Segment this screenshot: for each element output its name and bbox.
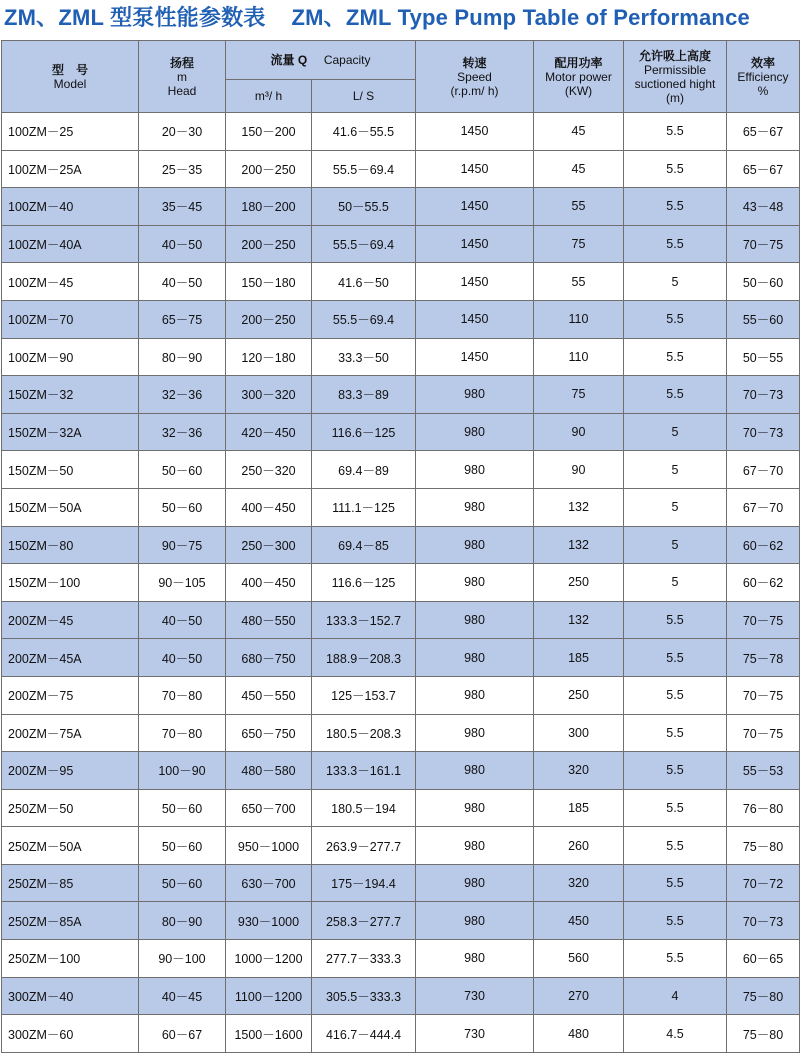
cell-model: 300ZM－60 xyxy=(2,1015,139,1053)
cell-power: 250 xyxy=(534,564,624,602)
cell-model: 200ZM－45A xyxy=(2,639,139,677)
cell-capacity-ls: 277.7－333.3 xyxy=(312,940,416,978)
cell-suction: 5 xyxy=(624,451,727,489)
cell-suction: 4 xyxy=(624,977,727,1015)
cell-power: 450 xyxy=(534,902,624,940)
cell-capacity-m3h: 930－1000 xyxy=(226,902,312,940)
cell-efficiency: 70－75 xyxy=(727,714,800,752)
cell-model: 250ZM－50 xyxy=(2,789,139,827)
cell-speed: 980 xyxy=(416,639,534,677)
cell-model: 100ZM－90 xyxy=(2,338,139,376)
table-row xyxy=(2,940,800,978)
cell-capacity-m3h: 680－750 xyxy=(226,639,312,677)
cell-speed: 980 xyxy=(416,526,534,564)
cell-model: 250ZM－85A xyxy=(2,902,139,940)
table-row xyxy=(2,827,800,865)
cell-head: 100－90 xyxy=(139,752,226,790)
header-suction: 允许吸上高度 Permissible suctioned hight (m) xyxy=(624,41,727,113)
cell-capacity-ls: 69.4－85 xyxy=(312,526,416,564)
cell-capacity-ls: 116.6－125 xyxy=(312,564,416,602)
cell-suction: 5.5 xyxy=(624,864,727,902)
cell-model: 200ZM－75A xyxy=(2,714,139,752)
cell-power: 480 xyxy=(534,1015,624,1053)
table-row xyxy=(2,113,800,151)
header-capacity-ls: L/ S xyxy=(312,80,416,113)
cell-suction: 5.5 xyxy=(624,902,727,940)
performance-table xyxy=(1,40,800,1053)
cell-head: 80－90 xyxy=(139,902,226,940)
cell-speed: 1450 xyxy=(416,225,534,263)
header-model: 型 号 Model xyxy=(2,41,139,113)
cell-efficiency: 70－73 xyxy=(727,413,800,451)
cell-capacity-ls: 116.6－125 xyxy=(312,413,416,451)
cell-efficiency: 67－70 xyxy=(727,488,800,526)
cell-head: 40－50 xyxy=(139,263,226,301)
cell-speed: 980 xyxy=(416,488,534,526)
cell-head: 80－90 xyxy=(139,338,226,376)
cell-capacity-ls: 175－194.4 xyxy=(312,864,416,902)
cell-capacity-m3h: 400－450 xyxy=(226,564,312,602)
cell-model: 150ZM－80 xyxy=(2,526,139,564)
cell-capacity-ls: 50－55.5 xyxy=(312,188,416,226)
cell-capacity-m3h: 200－250 xyxy=(226,300,312,338)
cell-speed: 980 xyxy=(416,864,534,902)
cell-capacity-ls: 188.9－208.3 xyxy=(312,639,416,677)
cell-speed: 730 xyxy=(416,1015,534,1053)
cell-suction: 5 xyxy=(624,413,727,451)
cell-efficiency: 70－73 xyxy=(727,376,800,414)
cell-efficiency: 76－80 xyxy=(727,789,800,827)
table-row xyxy=(2,188,800,226)
cell-efficiency: 75－80 xyxy=(727,977,800,1015)
cell-capacity-ls: 263.9－277.7 xyxy=(312,827,416,865)
cell-capacity-ls: 55.5－69.4 xyxy=(312,225,416,263)
cell-head: 32－36 xyxy=(139,413,226,451)
cell-capacity-ls: 180.5－194 xyxy=(312,789,416,827)
cell-efficiency: 75－80 xyxy=(727,827,800,865)
cell-head: 60－67 xyxy=(139,1015,226,1053)
cell-model: 200ZM－45 xyxy=(2,601,139,639)
header-speed: 转速 Speed (r.p.m/ h) xyxy=(416,41,534,113)
cell-model: 300ZM－40 xyxy=(2,977,139,1015)
cell-capacity-ls: 305.5－333.3 xyxy=(312,977,416,1015)
cell-suction: 5.5 xyxy=(624,376,727,414)
cell-efficiency: 55－53 xyxy=(727,752,800,790)
table-row xyxy=(2,526,800,564)
cell-efficiency: 70－73 xyxy=(727,902,800,940)
cell-suction: 5.5 xyxy=(624,300,727,338)
cell-capacity-ls: 55.5－69.4 xyxy=(312,300,416,338)
cell-capacity-m3h: 180－200 xyxy=(226,188,312,226)
cell-capacity-m3h: 400－450 xyxy=(226,488,312,526)
table-row xyxy=(2,676,800,714)
cell-suction: 5.5 xyxy=(624,676,727,714)
cell-head: 40－50 xyxy=(139,639,226,677)
table-body xyxy=(2,113,800,1053)
cell-head: 20－30 xyxy=(139,113,226,151)
cell-head: 70－80 xyxy=(139,714,226,752)
cell-head: 50－60 xyxy=(139,451,226,489)
cell-efficiency: 70－72 xyxy=(727,864,800,902)
cell-efficiency: 75－80 xyxy=(727,1015,800,1053)
table-row xyxy=(2,225,800,263)
cell-speed: 980 xyxy=(416,451,534,489)
cell-capacity-m3h: 1100－1200 xyxy=(226,977,312,1015)
table-row xyxy=(2,300,800,338)
cell-power: 90 xyxy=(534,451,624,489)
cell-power: 270 xyxy=(534,977,624,1015)
cell-capacity-m3h: 480－580 xyxy=(226,752,312,790)
cell-power: 260 xyxy=(534,827,624,865)
cell-suction: 5.5 xyxy=(624,789,727,827)
cell-capacity-m3h: 950－1000 xyxy=(226,827,312,865)
cell-efficiency: 70－75 xyxy=(727,676,800,714)
cell-suction: 4.5 xyxy=(624,1015,727,1053)
cell-suction: 5 xyxy=(624,488,727,526)
title-en: ZM、ZML Type Pump Table of Performance xyxy=(291,5,750,30)
cell-suction: 5.5 xyxy=(624,113,727,151)
cell-head: 50－60 xyxy=(139,864,226,902)
table-row xyxy=(2,338,800,376)
cell-suction: 5.5 xyxy=(624,225,727,263)
cell-power: 45 xyxy=(534,150,624,188)
cell-efficiency: 60－65 xyxy=(727,940,800,978)
cell-model: 200ZM－95 xyxy=(2,752,139,790)
cell-speed: 1450 xyxy=(416,338,534,376)
table-row xyxy=(2,413,800,451)
cell-model: 250ZM－85 xyxy=(2,864,139,902)
cell-head: 32－36 xyxy=(139,376,226,414)
cell-head: 65－75 xyxy=(139,300,226,338)
cell-speed: 980 xyxy=(416,940,534,978)
cell-model: 100ZM－70 xyxy=(2,300,139,338)
cell-suction: 5 xyxy=(624,564,727,602)
cell-power: 185 xyxy=(534,789,624,827)
table-row xyxy=(2,1015,800,1053)
table-row xyxy=(2,488,800,526)
cell-power: 320 xyxy=(534,864,624,902)
cell-speed: 980 xyxy=(416,714,534,752)
cell-power: 110 xyxy=(534,300,624,338)
cell-suction: 5 xyxy=(624,526,727,564)
cell-capacity-m3h: 250－320 xyxy=(226,451,312,489)
cell-head: 50－60 xyxy=(139,789,226,827)
cell-power: 55 xyxy=(534,263,624,301)
title-cn: ZM、ZML 型泵性能参数表 xyxy=(4,5,266,30)
header-capacity: 流量 Q Capacity xyxy=(226,41,416,80)
cell-capacity-m3h: 480－550 xyxy=(226,601,312,639)
table-row xyxy=(2,714,800,752)
cell-capacity-m3h: 420－450 xyxy=(226,413,312,451)
table-header xyxy=(2,41,800,113)
table-row xyxy=(2,752,800,790)
table-row xyxy=(2,902,800,940)
cell-power: 90 xyxy=(534,413,624,451)
cell-power: 300 xyxy=(534,714,624,752)
cell-capacity-ls: 83.3－89 xyxy=(312,376,416,414)
cell-speed: 980 xyxy=(416,564,534,602)
cell-capacity-ls: 55.5－69.4 xyxy=(312,150,416,188)
cell-suction: 5.5 xyxy=(624,601,727,639)
cell-head: 90－105 xyxy=(139,564,226,602)
cell-capacity-ls: 258.3－277.7 xyxy=(312,902,416,940)
cell-model: 150ZM－100 xyxy=(2,564,139,602)
table-row xyxy=(2,263,800,301)
header-capacity-m3h: m³/ h xyxy=(226,80,312,113)
cell-speed: 1450 xyxy=(416,300,534,338)
cell-power: 560 xyxy=(534,940,624,978)
table-row xyxy=(2,977,800,1015)
cell-capacity-ls: 180.5－208.3 xyxy=(312,714,416,752)
cell-head: 90－75 xyxy=(139,526,226,564)
cell-model: 150ZM－50A xyxy=(2,488,139,526)
cell-head: 50－60 xyxy=(139,827,226,865)
cell-capacity-m3h: 300－320 xyxy=(226,376,312,414)
cell-efficiency: 50－60 xyxy=(727,263,800,301)
cell-model: 100ZM－45 xyxy=(2,263,139,301)
cell-capacity-m3h: 630－700 xyxy=(226,864,312,902)
cell-capacity-m3h: 200－250 xyxy=(226,150,312,188)
cell-speed: 980 xyxy=(416,902,534,940)
cell-efficiency: 75－78 xyxy=(727,639,800,677)
cell-power: 250 xyxy=(534,676,624,714)
table-row xyxy=(2,564,800,602)
cell-speed: 1450 xyxy=(416,113,534,151)
table-row xyxy=(2,789,800,827)
cell-head: 50－60 xyxy=(139,488,226,526)
cell-efficiency: 60－62 xyxy=(727,564,800,602)
cell-model: 150ZM－50 xyxy=(2,451,139,489)
table-row xyxy=(2,376,800,414)
cell-suction: 5.5 xyxy=(624,827,727,865)
cell-capacity-m3h: 650－700 xyxy=(226,789,312,827)
cell-efficiency: 50－55 xyxy=(727,338,800,376)
cell-model: 150ZM－32 xyxy=(2,376,139,414)
header-efficiency: 效率 Efficiency % xyxy=(727,41,800,113)
cell-power: 45 xyxy=(534,113,624,151)
cell-capacity-ls: 133.3－161.1 xyxy=(312,752,416,790)
cell-head: 90－100 xyxy=(139,940,226,978)
cell-speed: 730 xyxy=(416,977,534,1015)
cell-power: 75 xyxy=(534,225,624,263)
header-power: 配用功率 Motor power (KW) xyxy=(534,41,624,113)
cell-speed: 980 xyxy=(416,413,534,451)
cell-head: 40－50 xyxy=(139,225,226,263)
cell-model: 150ZM－32A xyxy=(2,413,139,451)
cell-model: 100ZM－25A xyxy=(2,150,139,188)
cell-capacity-m3h: 150－180 xyxy=(226,263,312,301)
cell-suction: 5.5 xyxy=(624,714,727,752)
cell-power: 320 xyxy=(534,752,624,790)
cell-power: 185 xyxy=(534,639,624,677)
cell-capacity-m3h: 250－300 xyxy=(226,526,312,564)
cell-model: 250ZM－50A xyxy=(2,827,139,865)
header-head: 扬程 m Head xyxy=(139,41,226,113)
cell-power: 110 xyxy=(534,338,624,376)
cell-capacity-ls: 125－153.7 xyxy=(312,676,416,714)
cell-capacity-ls: 416.7－444.4 xyxy=(312,1015,416,1053)
cell-efficiency: 70－75 xyxy=(727,601,800,639)
cell-speed: 980 xyxy=(416,752,534,790)
cell-model: 200ZM－75 xyxy=(2,676,139,714)
cell-speed: 1450 xyxy=(416,263,534,301)
cell-speed: 980 xyxy=(416,376,534,414)
cell-head: 25－35 xyxy=(139,150,226,188)
cell-capacity-ls: 69.4－89 xyxy=(312,451,416,489)
cell-capacity-m3h: 450－550 xyxy=(226,676,312,714)
cell-capacity-m3h: 1000－1200 xyxy=(226,940,312,978)
cell-power: 132 xyxy=(534,526,624,564)
cell-efficiency: 65－67 xyxy=(727,113,800,151)
cell-speed: 980 xyxy=(416,601,534,639)
cell-model: 250ZM－100 xyxy=(2,940,139,978)
cell-efficiency: 43－48 xyxy=(727,188,800,226)
cell-capacity-m3h: 650－750 xyxy=(226,714,312,752)
table-row xyxy=(2,451,800,489)
cell-efficiency: 60－62 xyxy=(727,526,800,564)
cell-capacity-ls: 133.3－152.7 xyxy=(312,601,416,639)
cell-head: 40－45 xyxy=(139,977,226,1015)
page-title xyxy=(0,0,800,40)
cell-power: 132 xyxy=(534,601,624,639)
cell-capacity-m3h: 120－180 xyxy=(226,338,312,376)
cell-efficiency: 55－60 xyxy=(727,300,800,338)
cell-model: 100ZM－40 xyxy=(2,188,139,226)
cell-capacity-ls: 41.6－50 xyxy=(312,263,416,301)
table-row xyxy=(2,601,800,639)
cell-power: 75 xyxy=(534,376,624,414)
cell-suction: 5.5 xyxy=(624,752,727,790)
cell-capacity-m3h: 150－200 xyxy=(226,113,312,151)
table-row xyxy=(2,639,800,677)
cell-speed: 1450 xyxy=(416,150,534,188)
cell-speed: 980 xyxy=(416,789,534,827)
table-row xyxy=(2,864,800,902)
cell-efficiency: 65－67 xyxy=(727,150,800,188)
cell-power: 55 xyxy=(534,188,624,226)
cell-power: 132 xyxy=(534,488,624,526)
cell-head: 35－45 xyxy=(139,188,226,226)
cell-capacity-m3h: 200－250 xyxy=(226,225,312,263)
cell-suction: 5.5 xyxy=(624,150,727,188)
cell-suction: 5.5 xyxy=(624,188,727,226)
cell-head: 70－80 xyxy=(139,676,226,714)
cell-efficiency: 67－70 xyxy=(727,451,800,489)
cell-head: 40－50 xyxy=(139,601,226,639)
cell-capacity-m3h: 1500－1600 xyxy=(226,1015,312,1053)
cell-suction: 5.5 xyxy=(624,940,727,978)
cell-capacity-ls: 33.3－50 xyxy=(312,338,416,376)
cell-speed: 1450 xyxy=(416,188,534,226)
table-row xyxy=(2,150,800,188)
cell-speed: 980 xyxy=(416,676,534,714)
cell-model: 100ZM－25 xyxy=(2,113,139,151)
cell-speed: 980 xyxy=(416,827,534,865)
cell-suction: 5.5 xyxy=(624,338,727,376)
cell-capacity-ls: 111.1－125 xyxy=(312,488,416,526)
cell-capacity-ls: 41.6－55.5 xyxy=(312,113,416,151)
cell-efficiency: 70－75 xyxy=(727,225,800,263)
cell-suction: 5 xyxy=(624,263,727,301)
cell-suction: 5.5 xyxy=(624,639,727,677)
cell-model: 100ZM－40A xyxy=(2,225,139,263)
